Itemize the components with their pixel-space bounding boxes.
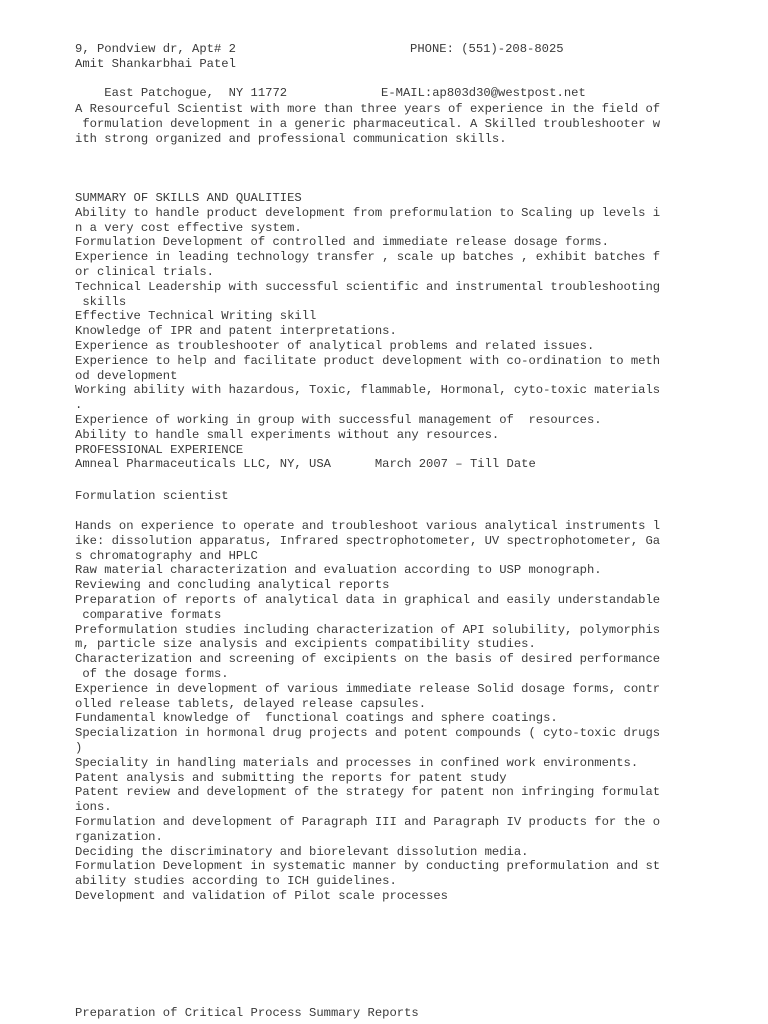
objective-line: formulation development in a generic pharmaceutical. A Skilled troubleshooter w [75, 116, 661, 131]
duty-line: Speciality in handling materials and processes in confined work environments. [75, 755, 639, 770]
duty-line: Preformulation studies including characterization of API solubility, polymorphis [75, 622, 661, 637]
duty-line: Development and validation of Pilot scale processes [75, 888, 448, 903]
address-line-1: 9, Pondview dr, Apt# 2 [75, 41, 236, 56]
duty-line: Fundamental knowledge of functional coatings and sphere coatings. [75, 711, 558, 726]
duty-line: comparative formats [75, 607, 222, 622]
duty-line: Hands on experience to operate and troubleshoot various analytical instruments l [75, 519, 661, 533]
duty-line: Formulation and development of Paragraph III and Paragraph IV products for the o [75, 814, 661, 829]
skills-line: Ability to handle product development from preformulation to Scaling up levels i [75, 205, 661, 220]
duty-line: Characterization and screening of excipients on the basis of desired performance [75, 652, 661, 667]
duty-line: Deciding the discriminatory and biorelevant dissolution media. [75, 844, 529, 859]
skills-line: Experience in leading technology transfer , scale up batches , exhibit batches f [75, 250, 661, 265]
duty-line: ability studies according to ICH guidelines. [75, 874, 397, 889]
skills-line: Technical Leadership with successful scientific and instrumental troubleshooting [75, 279, 661, 294]
duty-line: ) [75, 740, 83, 755]
skills-line: Ability to handle small experiments without any resources. [75, 427, 500, 442]
objective-paragraph [75, 102, 675, 146]
skills-line: or clinical trials. [75, 264, 214, 279]
objective-line: ith strong organized and professional communication skills. [75, 131, 507, 146]
email-text: E-MAIL:ap803d30@westpost.net [381, 85, 586, 100]
duty-line: ike: dissolution apparatus, Infrared spectrophotometer, UV spectrophotometer, Ga [75, 533, 661, 548]
skills-line: SUMMARY OF SKILLS AND QUALITIES [75, 191, 302, 205]
address-line-2: East Patchogue, NY 11772 [75, 85, 288, 100]
skills-line: skills [75, 294, 127, 309]
skills-line: Working ability with hazardous, Toxic, flammable, Hormonal, cyto-toxic materials [75, 383, 661, 398]
skills-line: od development [75, 368, 178, 383]
skills-line: Effective Technical Writing skill [75, 309, 317, 324]
phone-text: PHONE: (551)-208-8025 [410, 41, 564, 56]
skills-line: Experience as troubleshooter of analytical problems and related issues. [75, 338, 595, 353]
duty-line: m, particle size analysis and excipients compatibility studies. [75, 637, 536, 652]
skills-line: Experience of working in group with successful management of resources. [75, 412, 602, 427]
footer-line: Preparation of Critical Process Summary Reports [75, 1006, 419, 1020]
job-title: Formulation scientist [75, 489, 229, 503]
skills-line: PROFESSIONAL EXPERIENCE [75, 442, 244, 457]
duty-line: Reviewing and concluding analytical reports [75, 578, 390, 593]
skills-section [75, 191, 675, 472]
duties-list [75, 519, 675, 904]
duty-line: s chromatography and HPLC [75, 548, 258, 563]
duty-line: Experience in development of various immediate release Solid dosage forms, contr [75, 681, 661, 696]
duty-line: Patent analysis and submitting the reports for patent study [75, 770, 507, 785]
duty-line: ions. [75, 800, 112, 815]
candidate-name: Amit Shankarbhai Patel [75, 57, 236, 71]
duty-line: rganization. [75, 829, 163, 844]
duty-line: Preparation of reports of analytical data in graphical and easily understandable [75, 592, 661, 607]
skills-line: . [75, 398, 83, 413]
duty-line: Specialization in hormonal drug projects and potent compounds ( cyto-toxic drugs [75, 726, 661, 741]
objective-line: A Resourceful Scientist with more than three years of experience in the field of [75, 102, 661, 116]
duty-line: Raw material characterization and evaluation according to USP monograph. [75, 563, 602, 578]
duty-line: olled release tablets, delayed release capsules. [75, 696, 427, 711]
skills-line: n a very cost effective system. [75, 220, 302, 235]
duty-line: Patent review and development of the strategy for patent non infringing formulat [75, 785, 661, 800]
skills-line: Formulation Development of controlled and immediate release dosage forms. [75, 235, 609, 250]
skills-line: Knowledge of IPR and patent interpretations. [75, 324, 397, 339]
skills-line: Amneal Pharmaceuticals LLC, NY, USA March 2007 – Till Date [75, 457, 536, 472]
skills-line: Experience to help and facilitate product development with co-ordination to meth [75, 353, 661, 368]
duty-line: of the dosage forms. [75, 666, 229, 681]
duty-line: Formulation Development in systematic manner by conducting preformulation and st [75, 859, 661, 874]
